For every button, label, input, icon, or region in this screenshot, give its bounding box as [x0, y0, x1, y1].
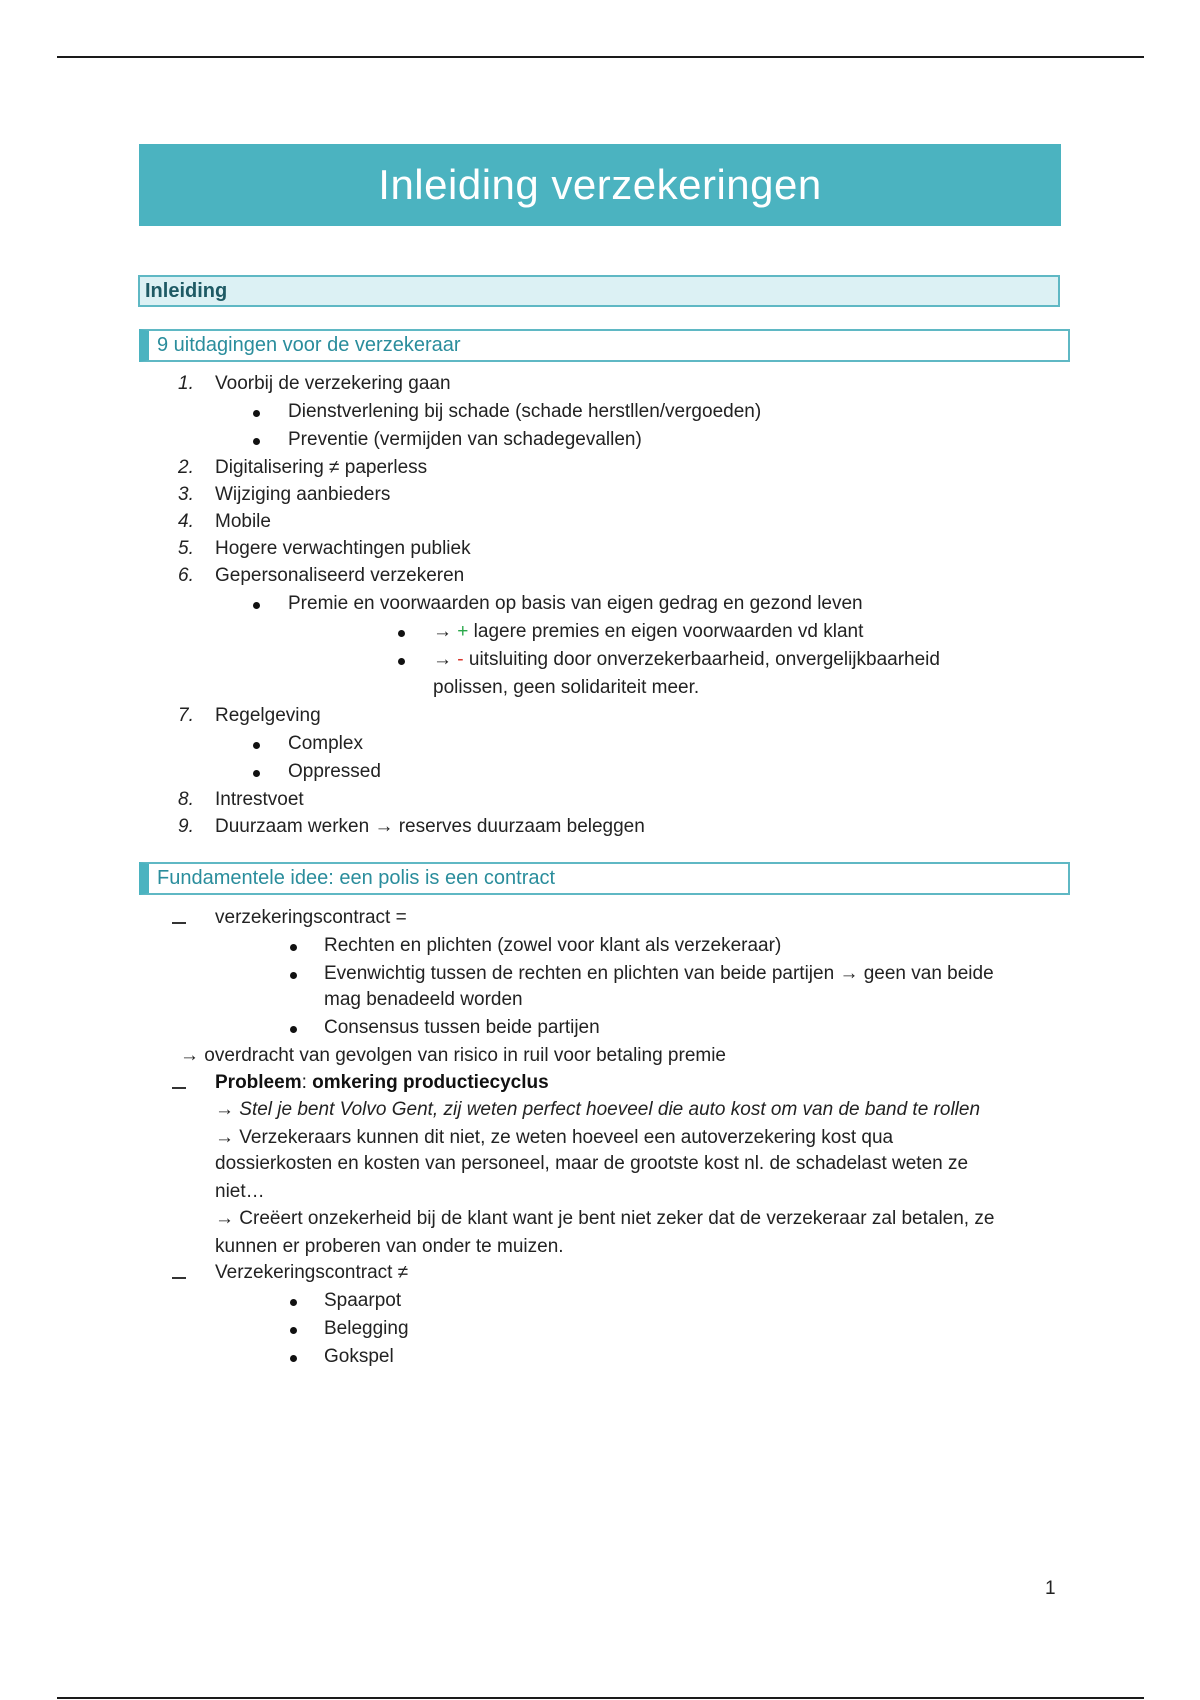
list-item: Belegging — [324, 1318, 409, 1339]
dash-icon — [172, 922, 186, 924]
bullet-icon — [253, 770, 260, 777]
problem-line: → Verzekeraars kunnen dit niet, ze weten hoeveel een autoverzekering kost qua — [215, 1127, 894, 1148]
arrow-icon: → — [433, 621, 452, 642]
list-number: 3. — [178, 484, 194, 505]
problem-label: Probleem — [215, 1072, 302, 1093]
list-item-plus — [433, 621, 863, 643]
heading-fundamentele-idee: Fundamentele idee: een polis is een contract — [139, 862, 1070, 895]
list-number: 6. — [178, 565, 194, 586]
bullet-icon — [290, 1299, 297, 1306]
list-item: Voorbij de verzekering gaan — [215, 373, 451, 394]
bullet-icon — [290, 1327, 297, 1334]
arrow-icon: → — [433, 649, 452, 670]
bullet-icon — [290, 1026, 297, 1033]
problem-line: → Creëert onzekerheid bij de klant want je bent niet zeker dat de verzekeraar zal betalen, ze — [215, 1208, 995, 1229]
top-rule — [57, 56, 1144, 58]
arrow-line: → overdracht van gevolgen van risico in ruil voor betaling premie — [180, 1045, 726, 1066]
bullet-icon — [253, 742, 260, 749]
heading-uitdagingen: 9 uitdagingen voor de verzekeraar — [139, 329, 1070, 362]
list-item: Spaarpot — [324, 1290, 402, 1311]
minus-text: uitsluiting door onverzekerbaarheid, onvergelijkbaarheid — [468, 649, 940, 670]
list-item: Gokspel — [324, 1346, 394, 1367]
list-number: 7. — [178, 705, 194, 726]
bottom-rule — [57, 1697, 1144, 1699]
list-item: Duurzaam werken → reserves duurzaam beleggen — [215, 816, 645, 837]
document-title: Inleiding verzekeringen — [139, 144, 1061, 226]
list-item: Complex — [288, 733, 363, 754]
list-number: 1. — [178, 373, 194, 394]
list-item: Verzekeringscontract ≠ — [215, 1262, 409, 1283]
list-item: Digitalisering ≠ paperless — [215, 457, 428, 478]
list-item: verzekeringscontract = — [215, 907, 407, 928]
list-item: Dienstverlening bij schade (schade herstllen/vergoeden) — [288, 401, 762, 422]
list-item: Gepersonaliseerd verzekeren — [215, 565, 465, 586]
problem-title: omkering productiecyclus — [312, 1072, 549, 1093]
list-number: 8. — [178, 789, 194, 810]
problem-line: → Stel je bent Volvo Gent, zij weten perfect hoeveel die auto kost om van de band te rollen — [215, 1099, 981, 1120]
bullet-icon — [398, 630, 405, 637]
bullet-icon — [253, 438, 260, 445]
list-item: Hogere verwachtingen publiek — [215, 538, 471, 559]
list-number: 4. — [178, 511, 194, 532]
list-item: Intrestvoet — [215, 789, 304, 810]
dash-icon — [172, 1087, 186, 1089]
list-item-minus — [433, 649, 940, 671]
list-item: Rechten en plichten (zowel voor klant als verzekeraar) — [324, 935, 782, 956]
heading-inleiding: Inleiding — [138, 275, 1060, 307]
plus-sign: + — [457, 621, 469, 642]
list-item: Wijziging aanbieders — [215, 484, 391, 505]
bullet-icon — [398, 658, 405, 665]
bullet-icon — [253, 410, 260, 417]
dash-icon — [172, 1277, 186, 1279]
list-item-continuation: polissen, geen solidariteit meer. — [433, 677, 700, 698]
list-number: 9. — [178, 816, 194, 837]
problem-line: dossierkosten en kosten van personeel, maar de grootste kost nl. de schadelast weten ze — [215, 1153, 969, 1174]
list-item: Oppressed — [288, 761, 381, 782]
page-number: 1 — [1045, 1578, 1056, 1599]
list-number: 2. — [178, 457, 194, 478]
list-item: Consensus tussen beide partijen — [324, 1017, 600, 1038]
bullet-icon — [290, 972, 297, 979]
problem-line: kunnen er proberen van onder te muizen. — [215, 1236, 564, 1257]
minus-sign: - — [457, 649, 464, 670]
list-number: 5. — [178, 538, 194, 559]
problem-colon: : — [301, 1072, 307, 1093]
list-item: Regelgeving — [215, 705, 321, 726]
list-item: Mobile — [215, 511, 271, 532]
bullet-icon — [290, 1355, 297, 1362]
list-item-continuation: mag benadeeld worden — [324, 989, 523, 1010]
list-item: Evenwichtig tussen de rechten en plichten van beide partijen → geen van beide — [324, 963, 994, 984]
plus-text: lagere premies en eigen voorwaarden vd klant — [473, 621, 864, 642]
list-item: Premie en voorwaarden op basis van eigen gedrag en gezond leven — [288, 593, 863, 614]
problem-line: niet… — [215, 1181, 265, 1202]
problem-heading — [215, 1072, 549, 1094]
list-item: Preventie (vermijden van schadegevallen) — [288, 429, 642, 450]
bullet-icon — [253, 602, 260, 609]
bullet-icon — [290, 944, 297, 951]
